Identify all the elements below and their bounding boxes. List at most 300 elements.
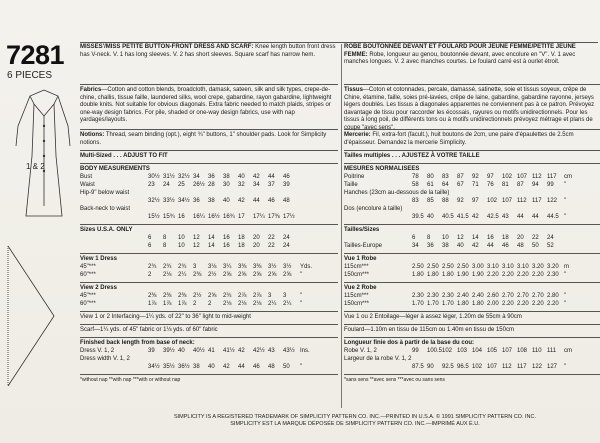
table-row xyxy=(80,364,338,372)
table-cell: 38 xyxy=(208,198,215,205)
table-cell: 2⅜ xyxy=(163,293,172,300)
french-fabrics-text: —Coton et cotonnades, percale, damassé, satinette, soie et tissus soyeux, crêpe de Chine, étamine, faille, soies pré-lavées, crêpe de laine, gabardine, gabardine rayonne, jerseys légers doublés. Les tissus à diagonales apparentes ne conviennent pas à ce patron. Prévoyez davantage de tissu pour raccorder les écossais, rayures ou motifs unidirectionnels. Pour les tissus à long poil, de différents tons ou à motifs unidirectionnels prévoyez métrage et plans de coupe "avec sens". xyxy=(344,87,595,131)
table-cell: 2.20 xyxy=(532,301,544,308)
french-finished-header: Longueur finie dos à partir de la base du cou: xyxy=(344,340,475,346)
table-cell: 43½ xyxy=(283,348,295,355)
table-cell: 26½ xyxy=(193,182,205,189)
table-cell: 100.5 xyxy=(427,348,443,355)
table-cell: 44 xyxy=(253,198,260,205)
table-cell: 2¼ xyxy=(268,301,277,308)
table-cell: 17½ xyxy=(283,214,295,221)
footer-line-2: SIMPLICITY EST LA MARQUE DÉPOSÉE DE SIMPLICITY PATTERN CO. INC.—IMPRIMÉ AUX É.U. xyxy=(230,421,480,428)
table-cell: 2⅛ xyxy=(238,301,247,308)
table-cell: 1⅞ xyxy=(148,301,157,308)
table-row xyxy=(344,243,600,251)
table-cell: 2.20 xyxy=(487,272,499,279)
table-cell: 108 xyxy=(517,348,528,355)
table-cell: 81 xyxy=(502,182,509,189)
table-cell: 102 xyxy=(472,364,483,371)
table-cell: 2½ xyxy=(193,293,202,300)
table-cell: 24 xyxy=(283,243,290,250)
table-cell: 36 xyxy=(427,243,434,250)
row-label: 60"*** xyxy=(80,272,96,279)
table-row xyxy=(344,348,600,356)
french-body-table xyxy=(344,174,600,222)
row-unit: " xyxy=(300,364,303,371)
row-label: Hip-9" below waist xyxy=(80,190,130,197)
table-cell: 24 xyxy=(283,235,290,242)
table-cell: 32½ xyxy=(178,174,190,181)
table-cell: 32½ xyxy=(148,198,160,205)
row-label: Robe V. 1, 2 xyxy=(344,348,377,355)
english-scarf: Scarf—1¼ yds. of 45" fabric or 1⅛ yds. of 60" fabric xyxy=(80,327,218,334)
english-size-header: Sizes U.S.A. ONLY xyxy=(80,227,133,233)
table-cell: 105 xyxy=(487,348,498,355)
table-cell: 1⅞ xyxy=(178,301,187,308)
french-view1-header: Vue 1 Robe xyxy=(344,256,377,262)
table-cell: 38 xyxy=(193,364,200,371)
french-interfacing: Vue 1 ou 2 Entoilage—léger à assez léger, 1.20m de 55cm à 90cm xyxy=(344,314,522,321)
table-cell: 3 xyxy=(268,293,272,300)
table-cell: 102 xyxy=(502,174,513,181)
table-cell: 8 xyxy=(163,235,167,242)
top-rule xyxy=(80,42,598,43)
table-row xyxy=(344,264,600,272)
table-cell: 61 xyxy=(427,182,434,189)
table-cell: 94 xyxy=(532,182,539,189)
table-cell: 2.50 xyxy=(412,264,424,271)
table-cell: 1.80 xyxy=(412,272,424,279)
table-row xyxy=(344,190,600,198)
technical-sketch xyxy=(4,86,76,406)
table-cell: 2 xyxy=(208,301,212,308)
table-row xyxy=(344,356,600,364)
row-label: Taille xyxy=(344,182,358,189)
row-label: Dos (encolure à taille) xyxy=(344,206,403,213)
table-cell: 2.30 xyxy=(442,293,454,300)
row-unit: cm xyxy=(564,348,572,355)
table-cell: 37 xyxy=(268,182,275,189)
table-cell: 2 xyxy=(193,301,197,308)
table-cell: 110 xyxy=(532,348,542,355)
table-cell: 112 xyxy=(502,364,512,371)
table-cell: 2¾ xyxy=(148,264,157,271)
table-row xyxy=(344,206,600,214)
row-label: Poitrine xyxy=(344,174,365,181)
table-cell: 97 xyxy=(487,174,494,181)
table-row xyxy=(344,364,600,372)
table-cell: 22 xyxy=(268,243,275,250)
table-cell: 44.5 xyxy=(547,214,559,221)
table-cell: 107 xyxy=(517,174,528,181)
table-cell: 20 xyxy=(253,243,260,250)
table-cell: 107 xyxy=(502,198,513,205)
table-cell: 36 xyxy=(193,198,200,205)
english-interfacing: View 1 or 2 Interfacing—1¼ yds. of 22" to 36" light to mid-weight xyxy=(80,314,251,321)
table-cell: 40½ xyxy=(193,348,205,355)
row-unit: " xyxy=(564,301,567,308)
table-cell: 102 xyxy=(442,348,453,355)
row-unit: " xyxy=(300,293,303,300)
table-cell: 24 xyxy=(163,182,170,189)
table-cell: 40 xyxy=(427,214,434,221)
table-cell: 44 xyxy=(238,364,245,371)
table-cell: 99 xyxy=(412,348,419,355)
table-cell: 14 xyxy=(208,235,215,242)
row-unit: cm xyxy=(564,174,572,181)
table-cell: 18 xyxy=(238,243,245,250)
table-cell: 2.70 xyxy=(517,293,529,300)
table-cell: 15½ xyxy=(148,214,160,221)
table-cell: 16 xyxy=(178,214,185,221)
table-cell: 35½ xyxy=(163,364,175,371)
table-cell: 2.50 xyxy=(427,264,439,271)
table-cell: 10 xyxy=(178,235,185,242)
table-cell: 17¼ xyxy=(253,214,265,221)
table-cell: 44 xyxy=(487,243,494,250)
table-cell: 2.20 xyxy=(517,301,529,308)
french-size-header: Tailles/Sizes xyxy=(344,227,380,233)
row-unit: " xyxy=(300,301,303,308)
table-cell: 76 xyxy=(487,182,494,189)
table-row xyxy=(80,301,338,309)
table-cell: 88 xyxy=(442,198,449,205)
table-cell: 38 xyxy=(223,174,230,181)
table-cell: 2.20 xyxy=(517,272,529,279)
table-cell: 2.40 xyxy=(472,293,484,300)
english-finished-table xyxy=(80,348,338,372)
table-row xyxy=(80,243,338,251)
table-cell: 2.20 xyxy=(547,301,559,308)
table-cell: 2⅝ xyxy=(283,272,292,279)
table-cell: 46 xyxy=(268,198,275,205)
table-cell: 40 xyxy=(238,174,245,181)
table-cell: 112 xyxy=(517,198,527,205)
row-unit: " xyxy=(564,198,567,205)
table-cell: 1.80 xyxy=(427,272,439,279)
table-cell: 10 xyxy=(178,243,185,250)
row-label: Largeur de la robe V. 1, 2 xyxy=(344,356,412,363)
english-fabrics xyxy=(80,87,338,127)
table-row xyxy=(80,182,338,190)
table-cell: 48 xyxy=(517,243,524,250)
table-cell: 85 xyxy=(427,198,434,205)
english-intro xyxy=(80,44,338,82)
table-cell: 30½ xyxy=(148,174,160,181)
english-view1-table xyxy=(80,264,338,280)
row-label: 150cm*** xyxy=(344,301,370,308)
table-cell: 41½ xyxy=(223,348,235,355)
table-cell: 87.5 xyxy=(412,364,424,371)
french-multisize: Tailles multiples . . . AJUSTEZ À VOTRE TAILLE xyxy=(344,153,480,159)
table-cell: 12 xyxy=(193,235,200,242)
table-cell: 22 xyxy=(532,235,539,242)
table-cell: 36 xyxy=(208,174,215,181)
french-view1-table xyxy=(344,264,600,280)
row-label: 60"*** xyxy=(80,301,96,308)
table-cell: 3 xyxy=(283,293,287,300)
footer-line-1: SIMPLICITY IS A REGISTERED TRADEMARK OF SIMPLICITY PATTERN CO. INC.—PRINTED IN U.S.A. © 1991 SIMPLICITY PATTERN CO. INC. xyxy=(173,414,537,420)
table-cell: 2¾ xyxy=(178,264,187,271)
row-label: Waist xyxy=(80,182,95,189)
table-cell: 41.5 xyxy=(457,214,469,221)
french-view2-header: Vue 2 Robe xyxy=(344,285,377,291)
english-view1-header: View 1 Dress xyxy=(80,256,117,262)
table-cell: 42.5 xyxy=(487,214,499,221)
copyright-footer xyxy=(120,414,590,429)
french-notions-title: Mercerie: xyxy=(344,132,371,138)
table-cell: 40 xyxy=(208,364,215,371)
table-row xyxy=(344,214,600,222)
table-cell: 2.70 xyxy=(502,293,514,300)
french-fabrics-title: Tissus xyxy=(344,87,363,93)
table-cell: 3 xyxy=(193,264,197,271)
table-cell: 12 xyxy=(193,243,200,250)
table-row xyxy=(80,198,338,206)
table-cell: 41 xyxy=(208,348,215,355)
pattern-number: 7281 xyxy=(6,40,65,70)
table-cell: 67 xyxy=(457,182,464,189)
table-cell: 1.90 xyxy=(472,272,484,279)
table-cell: 32 xyxy=(238,182,245,189)
row-label: 150cm*** xyxy=(344,272,370,279)
english-body-table xyxy=(80,174,338,222)
english-fabrics-title: Fabrics xyxy=(80,87,102,93)
french-intro-title: ROBE BOUTONNÉE DEVANT ET FOULARD POUR JEUNE FEMME/PETITE JEUNE FEMME: xyxy=(344,44,576,58)
table-cell: 64 xyxy=(442,182,449,189)
row-unit: Ins. xyxy=(300,348,310,355)
table-cell: 2⅝ xyxy=(268,272,277,279)
table-cell: 2⅞ xyxy=(238,293,247,300)
pieces-count: 6 PIECES xyxy=(7,70,53,81)
french-footnote: *sans sens **avec sens ***avec ou sans sens xyxy=(344,377,445,383)
table-cell: 2⅛ xyxy=(223,301,232,308)
table-cell: 42 xyxy=(223,364,230,371)
table-cell: 2.80 xyxy=(547,293,559,300)
french-column xyxy=(344,44,600,383)
table-cell: 14 xyxy=(472,235,479,242)
table-cell: 16¾ xyxy=(223,214,235,221)
table-cell: 2 xyxy=(148,272,152,279)
table-cell: 102 xyxy=(487,198,498,205)
table-cell: 103 xyxy=(457,348,468,355)
table-cell: 40 xyxy=(178,348,185,355)
table-cell: 96.5 xyxy=(457,364,469,371)
table-row xyxy=(344,174,600,182)
table-cell: 2¾ xyxy=(163,264,172,271)
table-cell: 34 xyxy=(253,182,260,189)
table-cell: 39.5 xyxy=(412,214,424,221)
row-label: Tailles-Europe xyxy=(344,243,383,250)
english-finished-header: Finished back length from base of neck: xyxy=(80,340,195,346)
row-label: Bust xyxy=(80,174,93,181)
table-cell: 3.20 xyxy=(532,264,544,271)
table-cell: 34 xyxy=(412,243,419,250)
table-cell: 3.10 xyxy=(502,264,514,271)
table-cell: 42½ xyxy=(253,348,265,355)
column-divider xyxy=(341,44,342,408)
table-cell: 2⅞ xyxy=(253,293,262,300)
english-footnote: *without nap **with nap ***with or without nap xyxy=(80,377,181,383)
table-cell: 6 xyxy=(148,243,152,250)
table-cell: 122 xyxy=(547,198,558,205)
table-cell: 117 xyxy=(547,174,557,181)
french-scarf: Foulard—1.10m en tissu de 115cm ou 1.40m en tissu de 150cm xyxy=(344,327,514,334)
table-cell: 71 xyxy=(472,182,479,189)
table-cell: 43 xyxy=(502,214,509,221)
table-cell: 48 xyxy=(283,198,290,205)
table-cell: 46 xyxy=(283,174,290,181)
table-cell: 20 xyxy=(253,235,260,242)
table-cell: 15¾ xyxy=(163,214,175,221)
table-cell: 44 xyxy=(532,214,539,221)
table-cell: 18 xyxy=(238,235,245,242)
table-row xyxy=(80,174,338,182)
row-label: Back-neck to waist xyxy=(80,206,131,213)
table-cell: 42 xyxy=(472,243,479,250)
table-cell: 6 xyxy=(148,235,152,242)
table-cell: 39½ xyxy=(163,348,175,355)
table-cell: 3.00 xyxy=(472,264,484,271)
english-size-table xyxy=(80,235,338,251)
table-cell: 1.70 xyxy=(412,301,424,308)
table-row xyxy=(344,272,600,280)
table-cell: 2⅝ xyxy=(208,293,217,300)
table-cell: 44 xyxy=(268,174,275,181)
table-cell: 44 xyxy=(517,214,524,221)
english-view2-table xyxy=(80,293,338,309)
table-cell: 39 xyxy=(283,182,290,189)
table-cell: 3¼ xyxy=(223,264,232,271)
row-unit: Yds. xyxy=(300,264,313,271)
table-cell: 92.5 xyxy=(442,364,454,371)
table-cell: 46 xyxy=(502,243,509,250)
table-cell: 99 xyxy=(547,182,554,189)
table-cell: 42 xyxy=(253,174,260,181)
table-cell: 97 xyxy=(472,198,479,205)
table-cell: 8 xyxy=(163,243,167,250)
row-label: 45"*** xyxy=(80,264,96,271)
table-cell: 23 xyxy=(148,182,155,189)
table-cell: 2.20 xyxy=(502,272,514,279)
table-cell: 2½ xyxy=(208,272,217,279)
table-cell: 104 xyxy=(472,348,483,355)
table-cell: 2.30 xyxy=(547,272,559,279)
table-cell: 46 xyxy=(253,364,260,371)
table-cell: 2⅜ xyxy=(148,293,157,300)
table-cell: 50 xyxy=(532,243,539,250)
table-row xyxy=(344,198,600,206)
table-cell: 87 xyxy=(457,174,464,181)
table-cell: 92 xyxy=(457,198,464,205)
table-cell: 34½ xyxy=(178,198,190,205)
table-row xyxy=(80,206,338,214)
english-view2-header: View 2 Dress xyxy=(80,285,117,291)
views-label: 1 & 2 xyxy=(26,162,45,171)
table-row xyxy=(344,293,600,301)
table-cell: 2⅛ xyxy=(163,272,172,279)
english-notions-title: Notions: xyxy=(80,132,105,138)
table-row xyxy=(80,190,338,198)
table-cell: 107 xyxy=(487,364,498,371)
table-row xyxy=(80,214,338,222)
table-row xyxy=(80,272,338,280)
table-cell: 80 xyxy=(427,174,434,181)
french-finished-table xyxy=(344,348,600,372)
table-cell: 2⅝ xyxy=(238,272,247,279)
english-column xyxy=(80,44,338,383)
table-cell: 1.90 xyxy=(457,272,469,279)
table-cell: 31½ xyxy=(163,174,175,181)
french-notions xyxy=(344,132,600,148)
table-cell: 127 xyxy=(547,364,558,371)
table-cell: 43 xyxy=(268,348,275,355)
table-cell: 40 xyxy=(457,243,464,250)
table-cell: 16 xyxy=(223,235,230,242)
table-cell: 34 xyxy=(193,174,200,181)
table-cell: 92 xyxy=(472,174,479,181)
table-cell: 42 xyxy=(472,214,479,221)
french-view2-table xyxy=(344,293,600,309)
table-cell: 2⅝ xyxy=(223,272,232,279)
table-cell: 18 xyxy=(502,235,509,242)
table-row xyxy=(344,235,600,243)
row-unit: " xyxy=(300,272,303,279)
table-cell: 17 xyxy=(238,214,245,221)
table-cell: 24 xyxy=(547,235,554,242)
table-cell: 2.70 xyxy=(532,293,544,300)
row-label: Dress width V. 1, 2 xyxy=(80,356,130,363)
row-label: 115cm*** xyxy=(344,264,369,271)
row-unit: m xyxy=(564,264,569,271)
row-unit: " xyxy=(564,364,567,371)
table-cell: 1.80 xyxy=(457,301,469,308)
left-strip xyxy=(0,0,76,443)
english-fabrics-text: —Cotton and cotton blends, broadcloth, damask, sateen, silk and silk types, crepe-de-chine, challis, tissue faille, laundered silks, wool crepe, gabardine, rayon gabardine, lightweight double knits. Not suitable for obvious diagonals. Extra fabric needed to match plaids, stripes or one-way design fabrics. For pile, shaded or one-way design fabrics, use with nap yardages/layouts. xyxy=(80,87,332,123)
table-cell: 16¼ xyxy=(193,214,205,221)
table-cell: 1.70 xyxy=(442,301,454,308)
table-cell: 58 xyxy=(412,182,419,189)
table-cell: 16½ xyxy=(208,214,220,221)
table-cell: 16 xyxy=(487,235,494,242)
table-cell: 111 xyxy=(547,348,557,355)
english-notions-text: Thread, seam binding (opt.), eight ¾" buttons, 1" shoulder pads. Look for Simplicity notions. xyxy=(80,132,327,146)
table-cell: 83 xyxy=(442,174,449,181)
table-cell: 2⅜ xyxy=(178,293,187,300)
table-cell: 22 xyxy=(268,235,275,242)
table-cell: 90 xyxy=(427,364,434,371)
table-cell: 2⅛ xyxy=(253,301,262,308)
row-label: 115cm*** xyxy=(344,293,369,300)
french-intro-text: Robe, longueur au genou, boutonnée devant, avec encolure en "V". V. 1 avec manches longues. V. 2 avec manches courtes. Le foulard carré est à ourlet étroit. xyxy=(344,51,576,65)
table-cell: 17⅜ xyxy=(268,214,280,221)
table-cell: 36½ xyxy=(178,364,190,371)
row-unit: " xyxy=(564,272,567,279)
table-cell: 2⅜ xyxy=(193,272,202,279)
table-cell: 117 xyxy=(517,364,527,371)
table-cell: 3.20 xyxy=(547,264,559,271)
table-row xyxy=(80,235,338,243)
table-cell: 52 xyxy=(547,243,554,250)
table-cell: 3⅜ xyxy=(238,264,247,271)
table-cell: 2.30 xyxy=(427,293,439,300)
row-unit: " xyxy=(564,182,567,189)
table-cell: 20 xyxy=(517,235,524,242)
table-cell: 33½ xyxy=(163,198,175,205)
table-cell: 6 xyxy=(412,235,416,242)
table-cell: 107 xyxy=(502,348,513,355)
table-cell: 48 xyxy=(268,364,275,371)
